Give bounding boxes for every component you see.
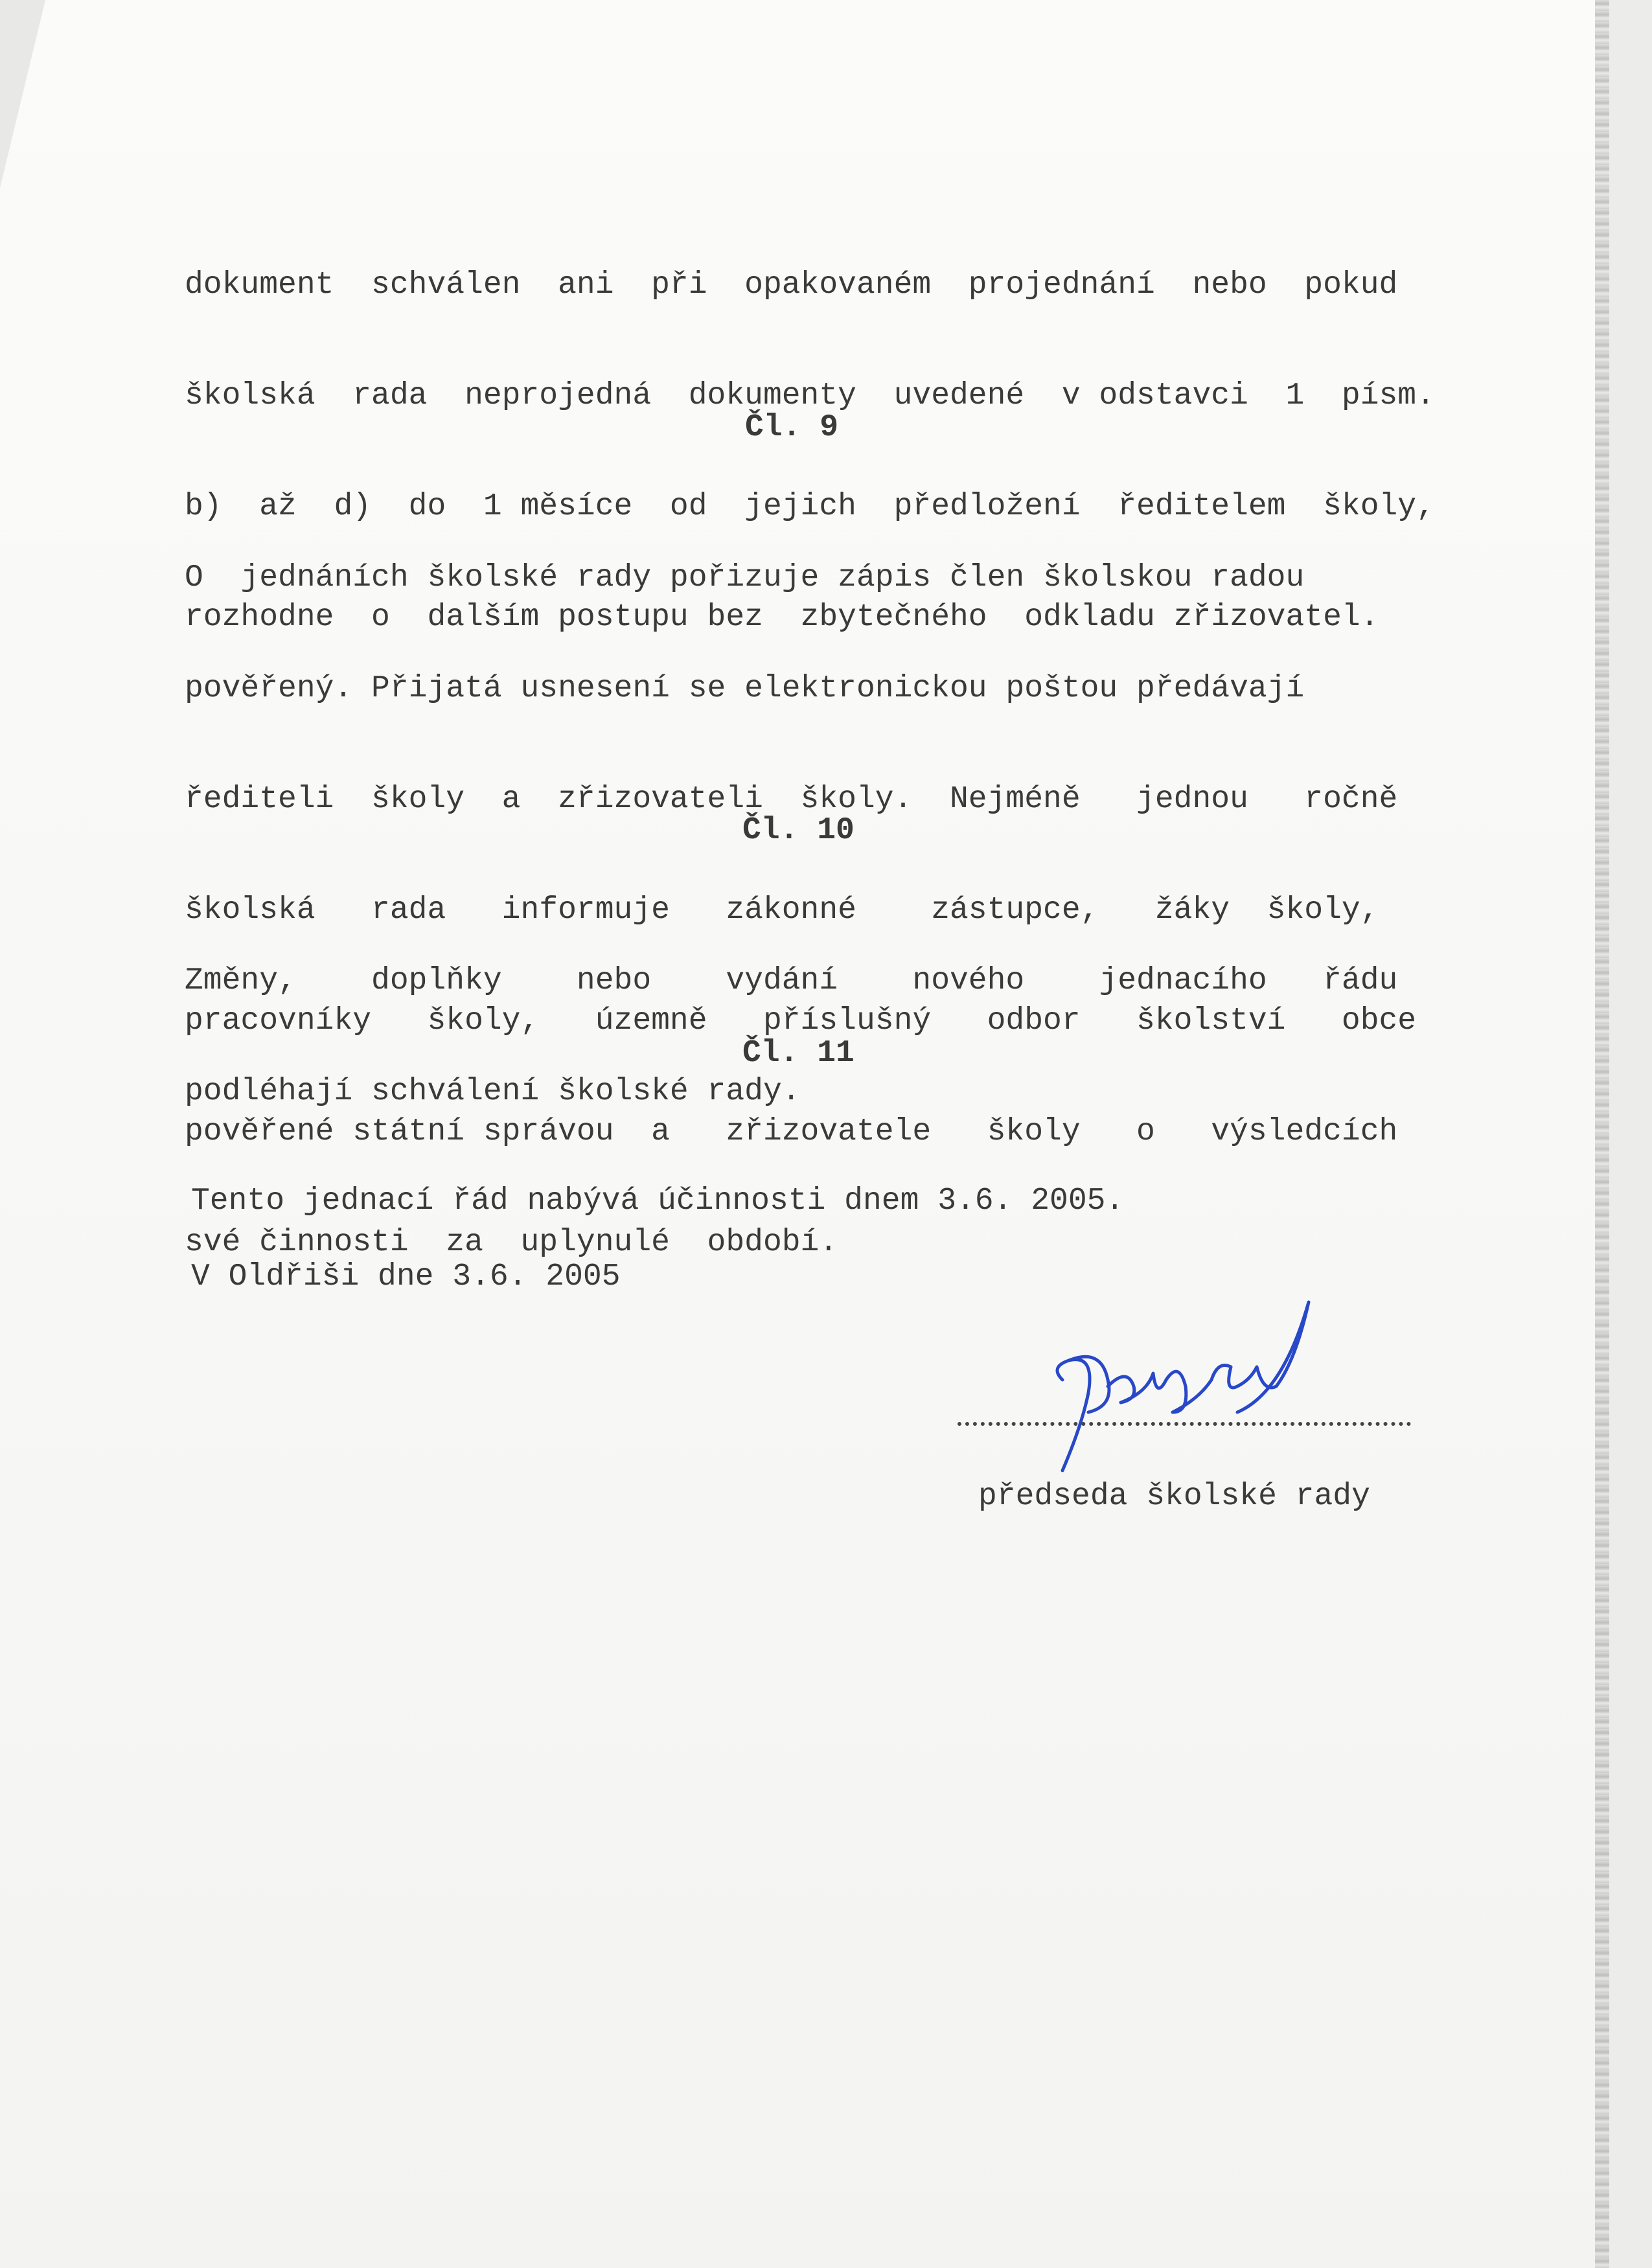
text-line: rozhodne o dalším postupu bez zbytečného odkladu zřizovatel. bbox=[185, 600, 1379, 635]
article-11-heading: Čl. 11 bbox=[742, 1036, 855, 1071]
signature-line bbox=[958, 1422, 1411, 1426]
signature-caption: předseda školské rady bbox=[978, 1479, 1370, 1514]
text-line: pověřené státní správou a zřizovatele školy o výsledcích bbox=[185, 1114, 1398, 1149]
folded-corner bbox=[0, 0, 45, 188]
text-line: podléhají schválení školské rady. bbox=[185, 1074, 801, 1109]
scan-margin bbox=[1609, 0, 1652, 2268]
signature bbox=[1024, 1289, 1386, 1483]
text-line: pověřený. Přijatá usnesení se elektronickou poštou předávají bbox=[185, 671, 1305, 706]
text-line: O jednáních školské rady pořizuje zápis člen školskou radou bbox=[185, 560, 1305, 595]
text-line: dokument schválen ani při opakovaném projednání nebo pokud bbox=[185, 268, 1398, 303]
text-line: pracovníky školy, územně příslušný odbor školství obce bbox=[185, 1003, 1417, 1038]
scan-edge bbox=[1595, 0, 1609, 2268]
text-line: b) až d) do 1 měsíce od jejich předložení ředitelem školy, bbox=[185, 489, 1435, 524]
text-line: školská rada neprojedná dokumenty uvedené v odstavci 1 písm. bbox=[185, 378, 1435, 413]
article-9-heading: Čl. 9 bbox=[745, 410, 839, 445]
text-line: své činnosti za uplynulé období. bbox=[185, 1225, 838, 1260]
article-10-heading: Čl. 10 bbox=[742, 813, 855, 848]
place-date: V Oldřiši dne 3.6. 2005 bbox=[191, 1259, 621, 1294]
text-line: Tento jednací řád nabývá účinnosti dnem 3.6. 2005. bbox=[191, 1184, 1125, 1219]
text-line: školská rada informuje zákonné zástupce, žáky školy, bbox=[185, 893, 1379, 928]
text-line: Změny, doplňky nebo vydání nového jednacího řádu bbox=[185, 963, 1398, 998]
text-line: řediteli školy a zřizovateli školy. Nejméně jednou ročně bbox=[185, 782, 1398, 817]
